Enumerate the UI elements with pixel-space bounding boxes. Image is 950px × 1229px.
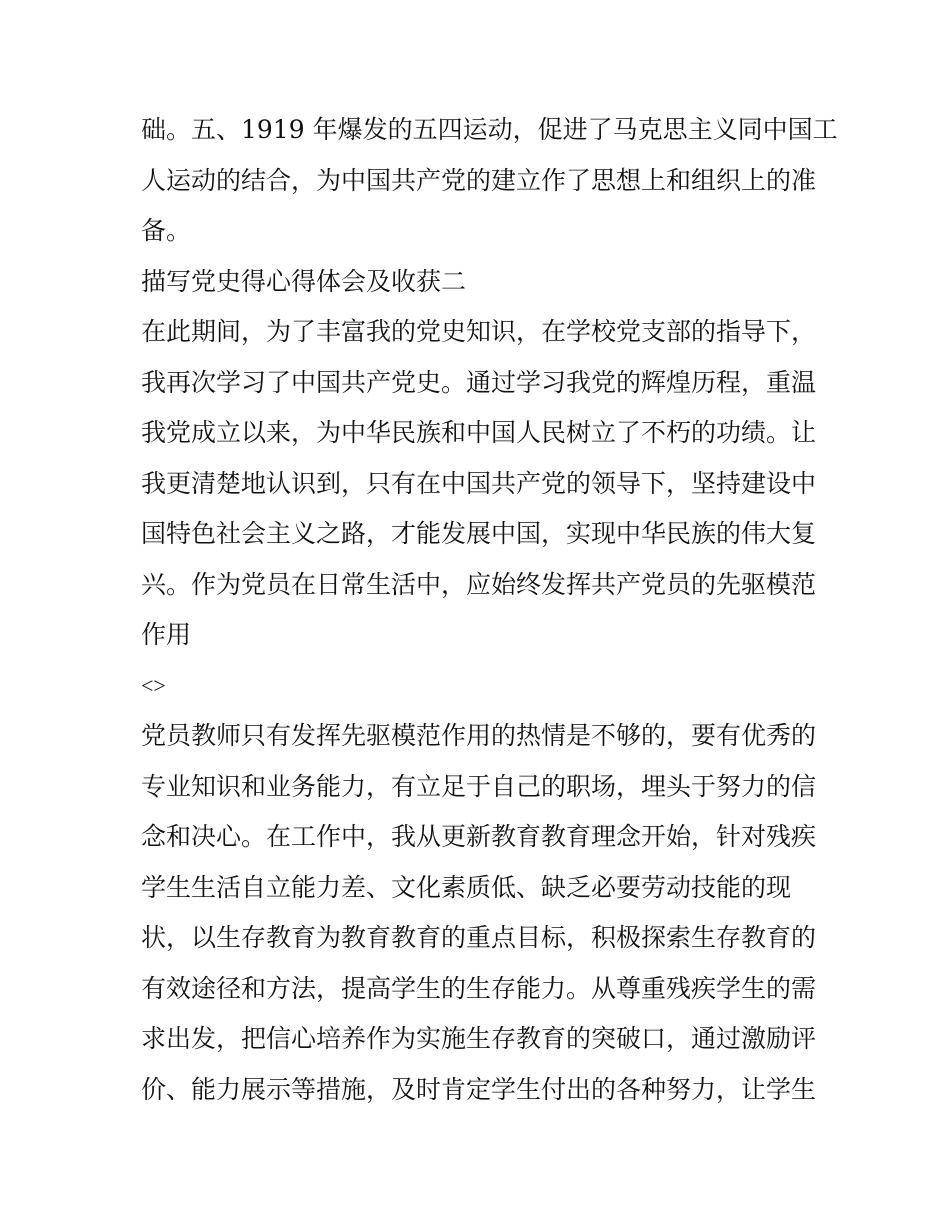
text-line: 求出发，把信心培养作为实施生存教育的突破口，通过激励评 [141,1024,817,1053]
text-line: 状，以生存教育为教育教育的重点目标，积极探索生存教育的 [141,923,817,952]
text-line: 备。 [141,216,192,245]
text-line: 兴。作为党员在日常生活中，应始终发挥共产党员的先驱模范 [141,569,817,599]
text-line: 我再次学习了中国共产党史。通过学习我党的辉煌历程，重温 [141,367,817,397]
text-line: 人运动的结合，为中国共产党的建立作了思想上和组织上的准 [141,165,817,195]
text-line: 价、能力展示等措施，及时肯定学生付出的各种努力，让学生 [141,1074,817,1104]
text-line: 在此期间，为了丰富我的党史知识，在学校党支部的指导下， [141,317,817,346]
text-line: 有效途径和方法，提高学生的生存能力。从尊重残疾学生的需 [141,973,817,1003]
text-line: 我党成立以来，为中华民族和中国人民树立了不朽的功绩。让 [141,418,817,447]
text-line: 作用 [141,620,192,649]
text-line: 专业知识和业务能力，有立足于自己的职场，埋头于努力的信 [141,771,817,801]
document-body [141,105,838,1115]
angle-brackets-text: <> [141,672,166,698]
text-line: 础。五、1919 年爆发的五四运动，促进了马克思主义同中国工 [141,115,838,144]
text-line: 念和决心。在工作中，我从更新教育教育理念开始，针对残疾 [141,822,817,851]
section-heading: 描写党史得心得体会及收获二 [141,266,467,296]
text-line: 学生生活自立能力差、文化素质低、缺乏必要劳动技能的现 [141,872,792,902]
text-line: 党员教师只有发挥先驱模范作用的热情是不够的，要有优秀的 [141,721,817,750]
text-line: 国特色社会主义之路，才能发展中国，实现中华民族的伟大复 [141,519,817,548]
text-line: 我更清楚地认识到，只有在中国共产党的领导下，坚持建设中 [141,468,817,498]
